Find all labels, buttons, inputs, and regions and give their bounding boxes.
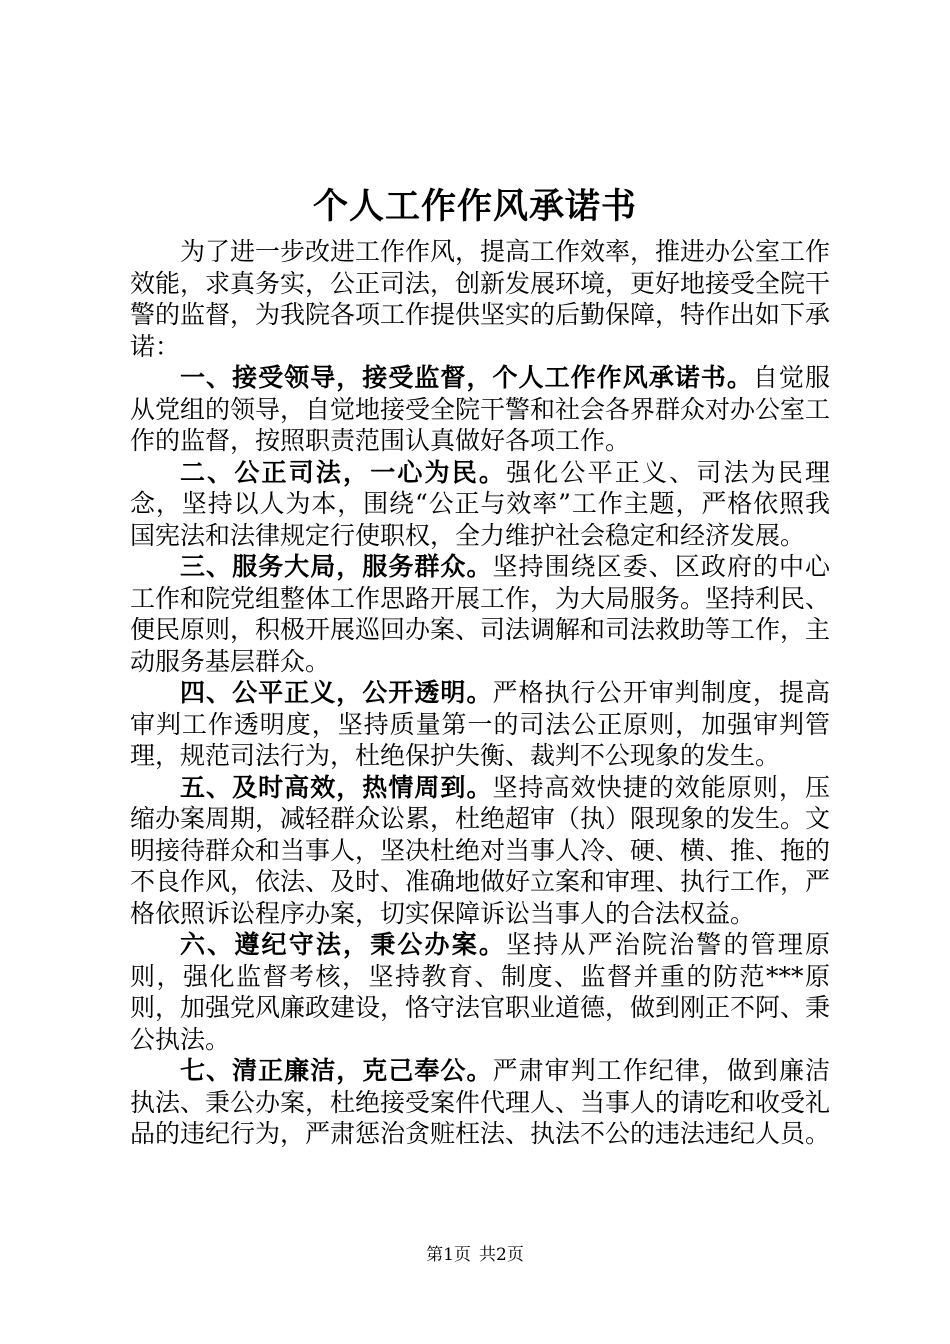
commitment-heading: 三、服务大局，服务群众。 (180, 552, 493, 581)
page-number: 第1页 (426, 1245, 471, 1265)
commitment-text: 严肃审判工作纪律，做到廉洁执法、秉公办案，杜绝接受案件代理人、当事人的请吃和收受礼品的违纪行为，严肃惩治贪赃枉法、执法不公的违法违纪人员。 (130, 1056, 831, 1148)
commitment-item-3 (130, 551, 830, 677)
commitment-item-1 (130, 362, 830, 457)
commitment-text: 强化公平正义、司法为民理念，坚持以人为本，围绕“公正与效率”工作主题，严格依照我国宪法和法律规定行使职权，全力维护社会稳定和经济发展。 (130, 457, 830, 550)
commitment-heading: 七、清正廉洁，克己奉公。 (180, 1056, 493, 1085)
commitment-text: 严格执行公开审判制度，提高审判工作透明度，坚持质量第一的司法公正原则，加强审判管理，规范司法行为，杜绝保护失衡、裁判不公现象的发生。 (130, 678, 830, 770)
commitment-item-2 (130, 457, 830, 552)
commitment-heading: 二、公正司法，一心为民。 (180, 457, 507, 487)
commitment-heading: 五、及时高效，热情周到。 (180, 772, 493, 802)
commitment-item-6 (130, 929, 830, 1055)
commitment-text: 坚持围绕区委、区政府的中心工作和院党组整体工作思路开展工作，为大局服务。坚持利民、便民原则，积极开展巡回办案、司法调解和司法救助等工作，主动服务基层群众。 (130, 552, 831, 676)
page-total: 共2页 (479, 1245, 524, 1265)
commitment-text: 坚持高效快捷的效能原则，压缩办案周期，减轻群众讼累，杜绝超审（执）限现象的发生。文明接待群众和当事人，坚决杜绝对当事人冷、硬、横、推、拖的不良作风，依法、及时、准确地做好立案和审理、执行工作，严格依照诉讼程序办案，切实保障诉讼当事人的合法权益。 (130, 772, 831, 928)
commitment-heading: 六、遵纪守法，秉公办案。 (180, 930, 507, 959)
document-title: 个人工作作风承诺书 (312, 186, 637, 227)
commitment-item-5 (130, 772, 830, 930)
commitment-text: 自觉服从党组的领导，自觉地接受全院干警和社会各界群众对办公室工作的监督，按照职责范围认真做好各项工作。 (130, 363, 831, 455)
commitment-heading: 四、公平正义，公开透明。 (180, 678, 493, 707)
page-footer (0, 1243, 950, 1267)
document-body (130, 236, 830, 1150)
commitment-text: 坚持从严治院治警的管理原则，强化监督考核，坚持教育、制度、监督并重的防范***原则，加强党风廉政建设，恪守法官职业道德，做到刚正不阿、秉公执法。 (130, 930, 831, 1054)
intro-paragraph: 为了进一步改进工作作风，提高工作效率，推进办公室工作效能，求真务实，公正司法，创新发展环境，更好地接受全院干警的监督，为我院各项工作提供坚实的后勤保障，特作出如下承诺： (130, 237, 831, 361)
commitment-heading: 一、接受领导，接受监督，个人工作作风承诺书。 (180, 363, 753, 392)
commitment-item-7 (130, 1055, 830, 1150)
commitment-item-4 (130, 677, 830, 772)
